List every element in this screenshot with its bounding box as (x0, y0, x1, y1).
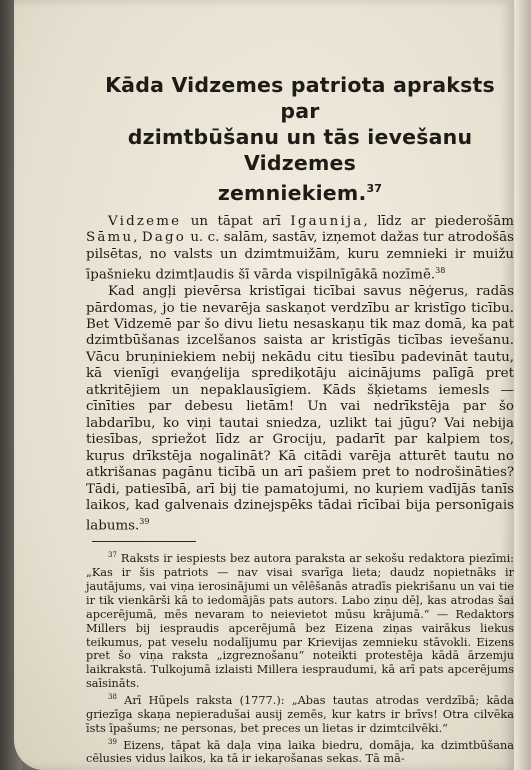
footnote-number: 37 (108, 551, 117, 560)
footnote-divider (92, 541, 196, 542)
footnote-text: Raksts ir iespiests bez autora paraksta ar sekošu redaktora piezīmi: „Kas ir šis patriots — nav visai svarīga lieta; daudz nopietnāks ir jautājums, vai viņa ierosinājumi un vēlēšanās atradīs piekrišanu un vai tie ir tik vienkārši kā to iedomājās pats autors. Labo ziņu dēļ, kas atrodas šai apcerējumā, mēs nevaram to neievietot mūsu krājumā.“ — Redaktors Millers bij iespraudis apcerējumā bez Eizena ziņas vairākus liekus teikumus, pat veselu nodalījumu par Krievijas zemnieku stāvokli. Eizens pret šo viņa raksta „izgreznošanu“ noteikti protestēja kādā ārzemju laikrakstā. Tulkojumā izlaisti Millera iespraudumi, kā arī pats apcerējums saīsināts. (86, 552, 514, 691)
title-line-1: Kāda Vidzemes patriota apraksts par (105, 73, 495, 123)
title-footnote-ref: 37 (366, 182, 383, 195)
footnote-ref-39: 39 (139, 517, 150, 527)
footnote-ref-38: 38 (435, 266, 446, 276)
main-text (86, 214, 514, 536)
text-run: , līdz ar piederošām (363, 213, 514, 229)
paragraph-1 (86, 214, 514, 284)
emphasis-dago: Dago (141, 230, 187, 246)
title-line-2: dzimtbūšanu un tās ievešanu Vidzemes (127, 125, 473, 175)
footnote-number: 38 (108, 693, 117, 702)
footnotes (86, 549, 514, 766)
footnote-37 (86, 549, 514, 691)
text-run: Kad angļi pievērsa kristīgai ticībai savus nēģerus, radās pārdomas, jo tie nevarēja saskaņot verdzību ar kristīgo ticību. Bet Vidzemē par šo divu lietu nesaskaņu tik maz domā, ka pat dzimtbūšanas izcelšanos saista ar kristīgās ticības ievešanu. Vācu bruņiniekiem nebij nekādu citu tiesību padevināt tautu, kā vienīgi evaņģelija sprediķotāju aicinājums palīgā pret atkritējiem un nepaklausīgiem. Kāds šķietams iemesls — cīnīties par debesu lietām! Un vai nedrīkstēja par šo labdarību, ko viņi tautai sniedza, uzlikt tai jūgu? Vai nebija tiesības, spriežot līdz ar Grociju, padarīt par kalpiem tos, kuŗus drīkstēja nogalināt? Kā citādi varēja atturēt tautu no atkrišanas pagānu ticībā un arī pašiem pret to nodrošināties? Tādi, patiesībā, arī bij tie pamatojumi, no kuŗiem vadījās tanīs laikos, kad galvenais dzinejspēks tādai rīcībai bija personīgais labums. (86, 284, 514, 534)
footnote-text: Arī Hūpels raksta (1777.): „Abas tautas atrodas verdzībā; kāda griezīga skaņa nepieradušai ausij zemēs, kur katrs ir brīvs! Otra cilvēka īsts īpašums; ne personas, bet preces un lietas ir dzimtcilvēki.“ (86, 693, 514, 735)
chapter-title (86, 72, 514, 206)
text-run: un tāpat arī (181, 213, 291, 229)
footnote-39 (86, 736, 514, 767)
text-run: u. c. salām, sastāv, izņemot dažas tur atrodošās pilsētas, no valsts un dzimtmuižām, kuru zemnieki ir muižu īpašnieku dzimtļaudis šī vārda vispilnīgākā nozīmē. (86, 230, 514, 283)
footnote-number: 39 (108, 737, 117, 746)
text-run: , (133, 230, 142, 246)
page-content (86, 72, 514, 766)
title-line-3: zemniekiem. (217, 180, 367, 205)
footnote-text: Eizens, tāpat kā daļa viņa laika biedru, domāja, ka dzimtbūšana cēlusies vidus laikos, ka tā ir iekaŗošanas sekas. Tā mā- (86, 738, 514, 766)
book-page (14, 0, 514, 770)
footnote-38 (86, 691, 514, 735)
paragraph-2 (86, 284, 514, 535)
emphasis-samu: Sāmu (86, 230, 134, 246)
emphasis-vidzeme: Vidzeme (108, 213, 182, 229)
emphasis-igaunija: Igaunija (290, 213, 364, 229)
